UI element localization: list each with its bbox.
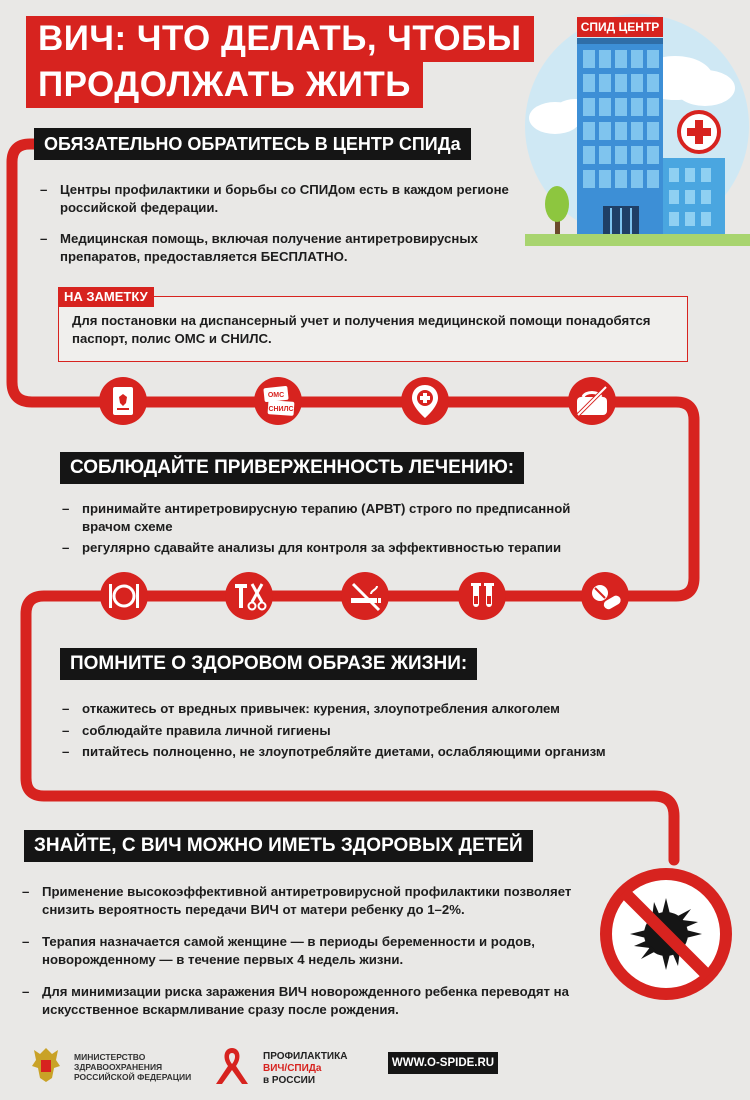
website-link[interactable]: WWW.O-SPIDE.RU <box>388 1052 498 1074</box>
list-item: – откажитесь от вредных привычек: курения, злоупотребления алкоголем <box>62 701 560 716</box>
list-item: – Для минимизации риска заражения ВИЧ новорожденного ребенка переводят на искусственное вскармливание сразу после рождения. <box>22 984 569 1017</box>
list-item: – Терапия назначается самой женщине — в периоды беременности и родов, новорожденному — в течение первых 4 недель жизни. <box>22 934 535 967</box>
section3-header: ПОМНИТЕ О ЗДОРОВОМ ОБРАЗЕ ЖИЗНИ: <box>60 648 477 680</box>
ministry-name-line3: РОССИЙСКОЙ ФЕДЕРАЦИИ <box>74 1072 192 1082</box>
section4-list <box>22 883 587 1018</box>
no-wallet-icon <box>568 377 616 425</box>
page-title-line1: ВИЧ: ЧТО ДЕЛАТЬ, ЧТОБЫ <box>26 16 534 62</box>
list-item: – Медицинская помощь, включая получение антиретровирусных препаратов, предоставляется БЕСПЛАТНО. <box>40 231 478 264</box>
list-item: – Применение высокоэффективной антиретровирусной профилактики позволяет снизить вероятность передачи ВИЧ от матери ребенку до 1–2%. <box>22 884 572 917</box>
svg-text:ОМС: ОМС <box>267 392 285 399</box>
no-smoking-icon <box>341 572 389 620</box>
section1-list <box>40 181 510 265</box>
project-name-line1: ПРОФИЛАКТИКА <box>263 1051 348 1062</box>
list-item: – принимайте антиретровирусную терапию (АРВТ) строго по предписанной врачом схеме <box>62 501 571 534</box>
section1-header: ОБЯЗАТЕЛЬНО ОБРАТИТЕСЬ В ЦЕНТР СПИДа <box>34 128 471 160</box>
project-name-line2: ВИЧ/СПИДа <box>263 1063 322 1074</box>
ministry-name-line2: ЗДРАВООХРАНЕНИЯ <box>74 1062 163 1072</box>
note-label: НА ЗАМЕТКУ <box>58 287 154 307</box>
passport-icon <box>99 377 147 425</box>
building-sign: СПИД ЦЕНТР <box>577 17 663 37</box>
page-title-line2: ПРОДОЛЖАТЬ ЖИТЬ <box>26 62 423 108</box>
section2-header: СОБЛЮДАЙТЕ ПРИВЕРЖЕННОСТЬ ЛЕЧЕНИЮ: <box>60 452 524 484</box>
aids-center-building-illustration <box>525 8 750 246</box>
ministry-name-line1: МИНИСТЕРСТВО <box>74 1052 146 1062</box>
oms-snils-icon <box>254 377 302 425</box>
svg-text:СНИЛС: СНИЛС <box>268 406 294 413</box>
list-item: – соблюдайте правила личной гигиены <box>62 722 331 738</box>
red-ribbon-icon <box>212 1044 252 1088</box>
location-cross-icon <box>401 377 449 425</box>
section2-list <box>62 500 602 557</box>
list-item: – регулярно сдавайте анализы для контроля за эффективностью терапии <box>62 540 562 555</box>
list-item: – питайтесь полноценно, не злоупотребляйте диетами, ослабляющими организм <box>62 744 606 759</box>
pills-icon <box>581 572 629 620</box>
list-item: – Центры профилактики и борьбы со СПИДом есть в каждом регионе российской федерации. <box>40 182 509 215</box>
ministry-emblem-icon <box>27 1044 65 1086</box>
test-tubes-icon <box>458 572 506 620</box>
plate-cutlery-icon <box>100 572 148 620</box>
section4-header: ЗНАЙТЕ, С ВИЧ МОЖНО ИМЕТЬ ЗДОРОВЫХ ДЕТЕЙ <box>24 830 533 862</box>
no-virus-icon <box>594 862 738 1006</box>
note-text: Для постановки на диспансерный учет и получения медицинской помощи понадобятся паспорт, полис ОМС и СНИЛС. <box>72 313 651 346</box>
section3-list <box>62 700 662 761</box>
razor-scissors-icon <box>225 572 273 620</box>
project-name-line3: в РОССИИ <box>263 1075 316 1086</box>
